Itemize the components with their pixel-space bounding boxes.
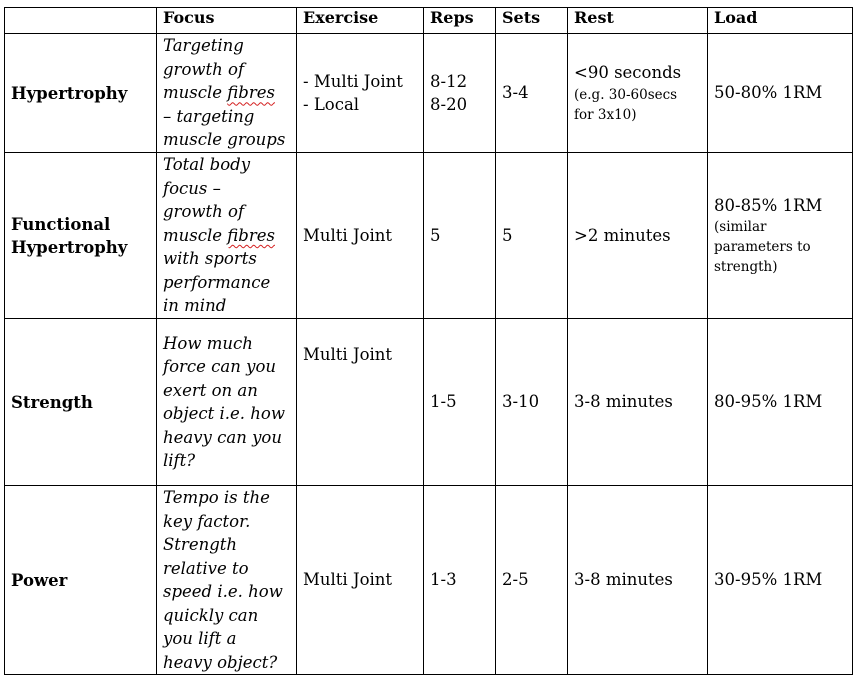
focus-line: with sports [163, 249, 257, 269]
focus-line: exert on an [163, 380, 258, 400]
exercise-cell: Multi Joint [297, 319, 424, 486]
reps-line: 8-20 [430, 95, 468, 114]
reps-cell: 1-5 [424, 319, 496, 486]
training-parameters-table [4, 7, 853, 675]
reps-cell [424, 34, 496, 153]
load-cell: 30-95% 1RM [708, 486, 853, 675]
focus-line: Targeting [163, 36, 244, 56]
focus-cell [157, 153, 297, 319]
focus-line: Strength [163, 535, 238, 554]
load-cell [708, 153, 853, 319]
focus-cell [157, 486, 297, 675]
focus-line: key factor. [163, 511, 251, 531]
focus-line: growth of [163, 59, 245, 79]
reps-cell: 5 [424, 153, 496, 319]
load-main: 80-85% 1RM [714, 195, 823, 215]
header-blank [5, 8, 157, 34]
focus-line: muscle [163, 225, 223, 245]
focus-line: object i.e. how [163, 404, 285, 423]
header-rest: Rest [568, 8, 708, 34]
focus-line: speed i.e. how [163, 582, 283, 601]
focus-line: force can you [163, 357, 277, 376]
focus-line: you lift a [163, 629, 237, 648]
row-label-hypertrophy: Hypertrophy [5, 34, 157, 153]
row-label-line: Hypertrophy [11, 237, 128, 257]
rest-note-line: for 3x10) [574, 106, 637, 123]
table-row [5, 486, 853, 675]
row-label-strength: Strength [5, 319, 157, 486]
focus-line: Tempo is the [163, 488, 270, 507]
sets-cell: 3-10 [496, 319, 568, 486]
sets-cell: 3-4 [496, 34, 568, 153]
reps-cell: 1-3 [424, 486, 496, 675]
header-row [5, 8, 853, 34]
load-note-line: parameters to [714, 239, 811, 256]
focus-line: relative to [163, 558, 249, 578]
focus-line: performance [163, 272, 271, 292]
rest-main: <90 seconds [574, 63, 682, 83]
sets-cell: 2-5 [496, 486, 568, 675]
focus-line-spellcheck: fibres [227, 83, 275, 103]
rest-note-line: (e.g. 30-60secs [574, 86, 678, 103]
table-row [5, 153, 853, 319]
reps-line: 8-12 [430, 71, 468, 91]
focus-line: heavy object? [163, 652, 278, 672]
header-exercise: Exercise [297, 8, 424, 34]
header-focus: Focus [157, 8, 297, 34]
focus-line: in mind [163, 296, 227, 316]
rest-cell: 3-8 minutes [568, 319, 708, 486]
focus-line: growth of [163, 202, 245, 222]
focus-line: focus – [163, 178, 221, 198]
load-note-line: (similar [714, 219, 767, 236]
exercise-cell: Multi Joint [297, 486, 424, 675]
header-load: Load [708, 8, 853, 34]
focus-line: – targeting [163, 106, 255, 126]
header-sets: Sets [496, 8, 568, 34]
focus-line-spellcheck: fibres [227, 225, 275, 245]
header-reps: Reps [424, 8, 496, 34]
rest-cell: 3-8 minutes [568, 486, 708, 675]
table-row [5, 34, 853, 153]
row-label-power: Power [5, 486, 157, 675]
row-label-line: Functional [11, 214, 111, 234]
focus-line: heavy can you [163, 427, 282, 447]
focus-line: muscle [163, 83, 223, 103]
focus-cell [157, 319, 297, 486]
load-note-line: strength) [714, 259, 778, 276]
exercise-cell [297, 34, 424, 153]
exercise-line: - Multi Joint [303, 71, 403, 91]
table-row [5, 319, 853, 486]
focus-line: How much [163, 333, 253, 353]
focus-line: quickly can [163, 605, 259, 625]
rest-cell [568, 34, 708, 153]
load-cell: 50-80% 1RM [708, 34, 853, 153]
focus-line: lift? [163, 451, 196, 470]
focus-line: muscle groups [163, 130, 286, 150]
exercise-line: - Local [303, 95, 360, 114]
load-cell: 80-95% 1RM [708, 319, 853, 486]
sets-cell: 5 [496, 153, 568, 319]
exercise-cell: Multi Joint [297, 153, 424, 319]
row-label-functional-hypertrophy [5, 153, 157, 319]
rest-cell: >2 minutes [568, 153, 708, 319]
focus-cell [157, 34, 297, 153]
focus-line: Total body [163, 155, 251, 175]
